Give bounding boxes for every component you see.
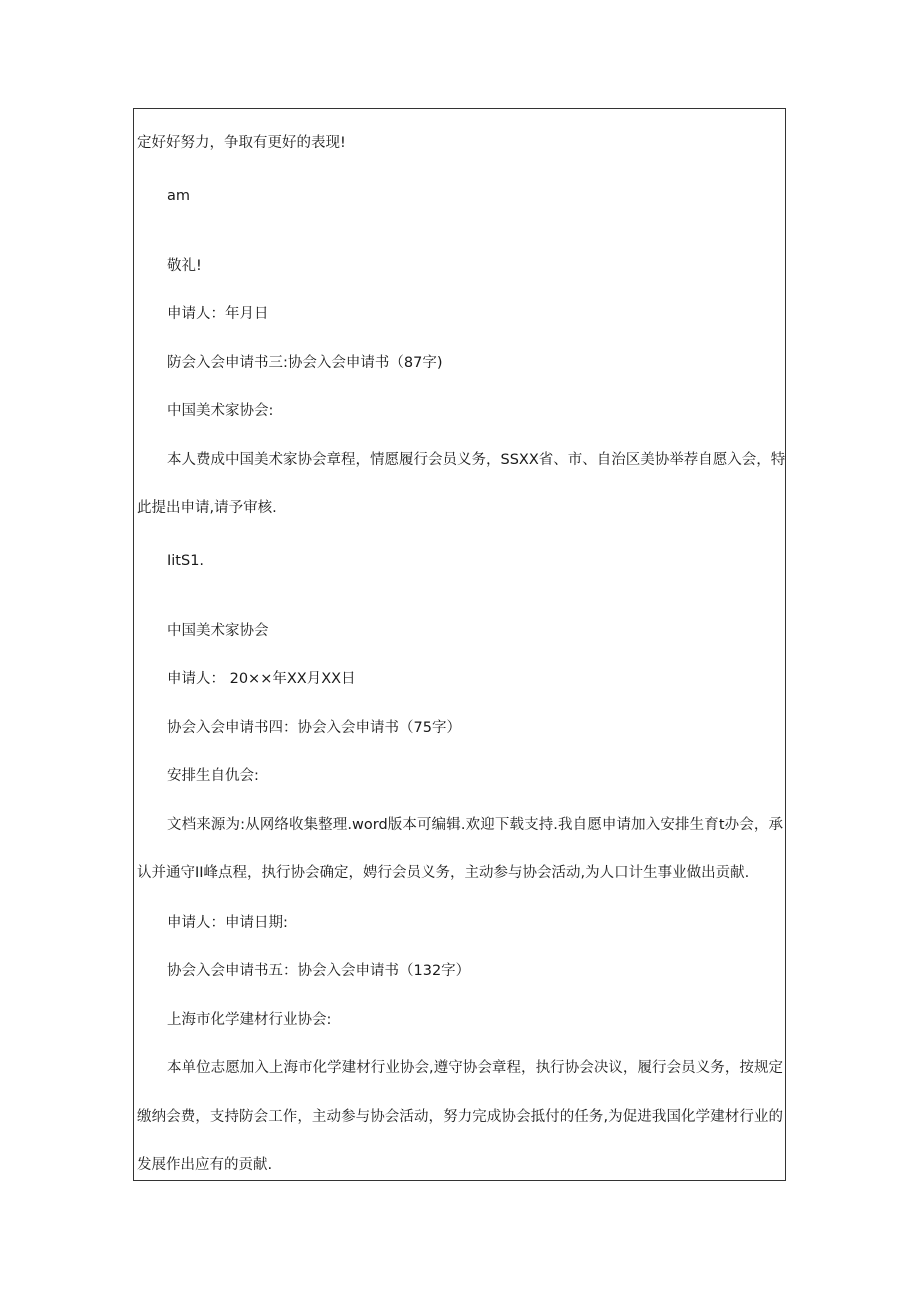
text-line: 安排生自仇会: — [167, 768, 259, 784]
text-line: 中国美术家协会 — [167, 623, 269, 639]
text-line: 申请人：年月日 — [167, 306, 269, 322]
text-line: am — [167, 188, 191, 204]
text-line: 发展作出应有的贡献. — [137, 1157, 273, 1173]
text-line: 防会入会申请书三:协会入会申请书（87字) — [167, 355, 443, 371]
text-line: 定好好努力，争取有更好的表现! — [137, 135, 346, 151]
text-line: 申请人：申请日期: — [167, 915, 288, 931]
text-line: 本单位志愿加入上海市化学建材行业协会,遵守协会章程，执行协会决议，履行会员义务，按规定 — [167, 1060, 783, 1076]
text-line: 协会入会申请书四：协会入会申请书（75字） — [167, 720, 461, 736]
text-line: 文档来源为:从网络收集整理.word版本可编辑.欢迎下载支持.我自愿申请加入安排生育t办会，承 — [167, 817, 783, 833]
text-line: 协会入会申请书五：协会入会申请书（132字） — [167, 963, 471, 979]
text-line: 本人费成中国美术家协会章程，情愿履行会员义务，SSXX省、市、自治区美协举荐自愿入会，特 — [167, 452, 786, 468]
text-line: 缴纳会费，支持防会工作，主动参与协会活动，努力完成协会抵付的任务,为促进我国化学建材行业的 — [137, 1109, 783, 1125]
text-line: 认并通守II峰点程，执行协会确定，娉行会员义务，主动参与协会活动,为人口计生事业做出贡献. — [137, 865, 750, 881]
text-line: 申请人： 20××年XX月XX日 — [167, 671, 356, 687]
text-line: IitS1. — [167, 553, 205, 569]
text-line: 中国美术家协会: — [167, 403, 274, 419]
text-line: 此提出申请,请予审核. — [137, 500, 277, 516]
text-line: 敬礼! — [167, 258, 202, 274]
text-line: 上海市化学建材行业协会: — [167, 1012, 332, 1028]
